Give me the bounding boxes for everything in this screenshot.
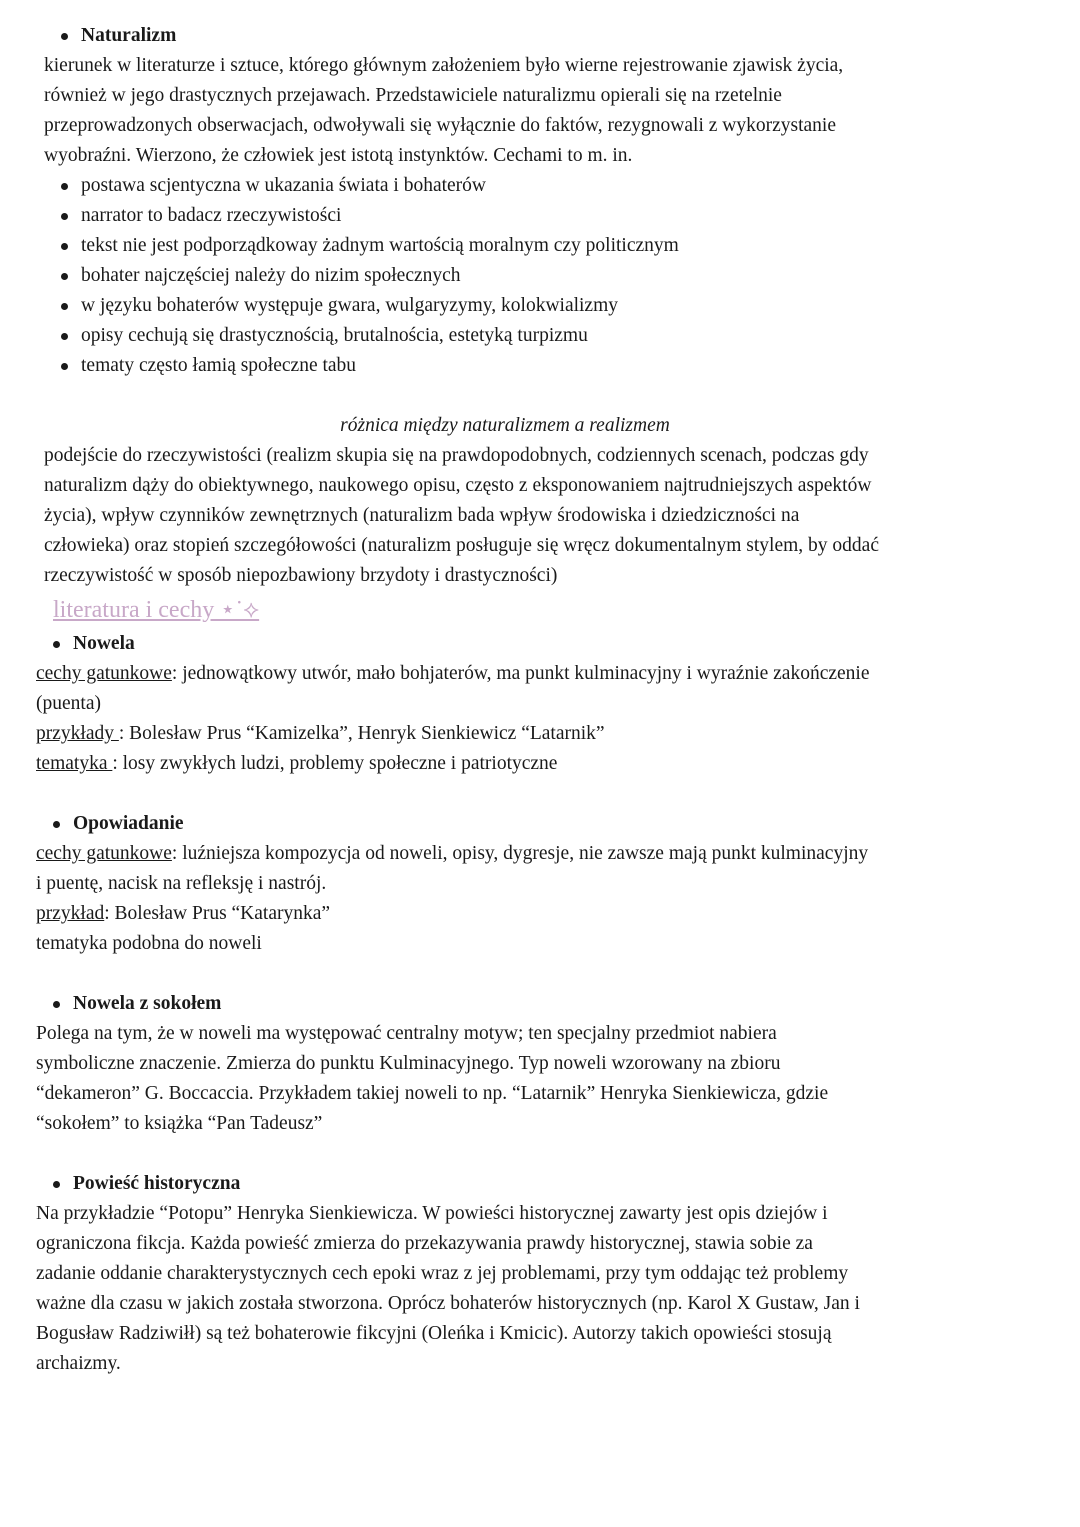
heading-powiesc-historyczna: Powieść historyczna [0,1169,1080,1199]
paragraph-line [0,899,1080,929]
paragraph-line: ważne dla czasu w jakich została stworzona. Oprócz bohaterów historycznych (np. Karol X Gustaw, Jan i [36,1293,860,1314]
label-cechy: cechy gatunkowe [36,843,172,864]
paragraph-line [0,659,1080,689]
text: : luźniejsza kompozycja od noweli, opisy, dygresje, nie zawsze mają punkt kulminacyjny [171,843,869,864]
paragraph-line: życia), wpływ czynników zewnętrznych (naturalizm bada wpływ środowiska i dziedziczności na [44,505,800,526]
list-item: tematy często łamią społeczne tabu [0,351,1080,381]
paragraph-line [0,839,1080,869]
heading-nowela-z-sokolem: Nowela z sokołem [0,989,1080,1019]
paragraph-line: rzeczywistość w sposób niepozbawiony brzydoty i drastyczności) [44,565,558,586]
list-item: bohater najczęściej należy do nizim społecznych [0,261,1080,291]
paragraph-line: tematyka podobna do noweli [36,933,262,954]
paragraph-line: Polega na tym, że w noweli ma występować centralny motyw; ten specjalny przedmiot nabiera [36,1023,777,1044]
text: : jednowątkowy utwór, mało bohjaterów, ma punkt kulminacyjny i wyraźnie zakończenie [171,663,870,684]
label-przyklad: przykład [36,903,105,924]
paragraph-line: Bogusław Radziwiłł) są też bohaterowie fikcyjni (Oleńka i Kmicic). Autorzy takich opowieści stosują [36,1323,832,1344]
paragraph-line: kierunek w literaturze i sztuce, którego głównym założeniem było wierne rejestrowanie zjawisk życia, [44,55,844,76]
label-przyklady: przykłady [36,723,119,744]
list-item: tekst nie jest podporządkoway żadnym wartością moralnym czy politicznym [0,231,1080,261]
paragraph-line: przeprowadzonych obserwacjach, odwoływali się wyłącznie do faktów, rezygnowali z wykorzystanie [44,115,836,136]
paragraph-line: podejście do rzeczywistości (realizm skupia się na prawdopodobnych, codziennych scenach, podczas gdy [44,445,869,466]
paragraph-line: i puentę, nacisk na refleksję i nastrój. [36,873,327,894]
paragraph-line [0,749,1080,779]
section-heading-literatura: literatura i cechy ⋆˙⟡ [53,597,260,623]
heading-naturalizm: Naturalizm [0,21,1080,51]
paragraph-line: również w jego drastycznych przejawach. Przedstawiciele naturalizmu opierali się na rzetelnie [44,85,782,106]
paragraph-line: wyobraźni. Wierzono, że człowiek jest istotą instynktów. Cechami to m. in. [44,145,633,166]
list-item: narrator to badacz rzeczywistości [0,201,1080,231]
list-item: opisy cechują się drastycznością, brutalnościa, estetyką turpizmu [0,321,1080,351]
label-cechy: cechy gatunkowe [36,663,172,684]
list-item: w języku bohaterów występuje gwara, wulgaryzymy, kolokwializmy [0,291,1080,321]
document-page [0,21,1080,1379]
label-tematyka: tematyka [36,753,113,774]
text: : losy zwykłych ludzi, problemy społeczne i patriotyczne [112,753,558,774]
text: : Bolesław Prus “Katarynka” [104,903,331,924]
text: : Bolesław Prus “Kamizelka”, Henryk Sienkiewicz “Latarnik” [118,723,605,744]
paragraph-line: człowieka) oraz stopień szczegółowości (naturalizm posługuje się wręcz dokumentalnym stylem, by oddać [44,535,879,556]
paragraph-line: zadanie oddanie charakterystycznych cech epoki wraz z jej problemami, przy tym oddając też problemy [36,1263,849,1284]
subheading-difference: różnica między naturalizmem a realizmem [340,415,670,436]
heading-opowiadanie: Opowiadanie [0,809,1080,839]
heading-nowela: Nowela [0,629,1080,659]
paragraph-line: naturalizm dąży do obiektywnego, naukowego opisu, często z eksponowaniem najtrudniejszych aspektów [44,475,872,496]
paragraph-line: Na przykładzie “Potopu” Henryka Sienkiewicza. W powieści historycznej zawarty jest opis dziejów i [36,1203,828,1224]
paragraph-line: symboliczne znaczenie. Zmierza do punktu Kulminacyjnego. Typ noweli wzorowany na zbioru [36,1053,781,1074]
paragraph-line: “sokołem” to książka “Pan Tadeusz” [36,1113,323,1134]
paragraph-line: “dekameron” G. Boccaccia. Przykładem takiej noweli to np. “Latarnik” Henryka Sienkiewicza, gdzie [36,1083,829,1104]
paragraph-line: archaizmy. [36,1353,121,1374]
list-item: postawa scjentyczna w ukazania świata i bohaterów [0,171,1080,201]
paragraph-line: ograniczona fikcja. Każda powieść zmierza do przekazywania prawdy historycznej, stawia sobie za [36,1233,813,1254]
paragraph-line [0,719,1080,749]
paragraph-line: (puenta) [36,693,101,714]
